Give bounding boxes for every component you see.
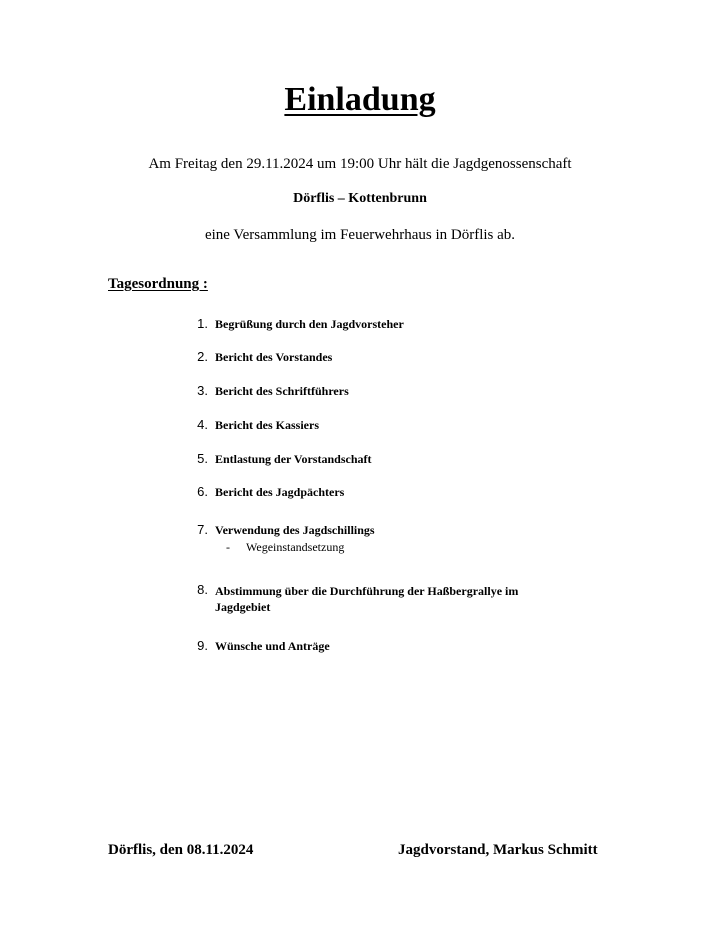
- agenda-subitem: [226, 539, 344, 555]
- place-date: Dörflis, den 08.11.2024: [108, 842, 254, 858]
- agenda-item-number: 6.: [197, 484, 208, 499]
- agenda-item-number: 3.: [197, 383, 208, 398]
- agenda-item-text: Bericht des Jagdpächters: [215, 485, 345, 499]
- signature: Jagdvorstand, Markus Schmitt: [398, 842, 598, 858]
- agenda-subitem-text: Wegeinstandsetzung: [246, 540, 345, 554]
- agenda-item-number: 7.: [197, 522, 208, 537]
- subitem-dash: -: [226, 540, 230, 554]
- agenda-item-text: Abstimmung über die Durchführung der Haßbergrallye im Jagdgebiet: [215, 584, 519, 614]
- agenda-item-number: 5.: [197, 451, 208, 466]
- agenda-item-number: 2.: [197, 349, 208, 364]
- agenda-heading: Tagesordnung :: [108, 276, 208, 292]
- agenda-item-number: 4.: [197, 417, 208, 432]
- agenda-item-number: 1.: [197, 316, 208, 331]
- agenda-item-number: 9.: [197, 638, 208, 653]
- agenda-item-text: Bericht des Schriftführers: [215, 384, 349, 398]
- agenda-item-text: Wünsche und Anträge: [215, 639, 330, 653]
- intro-line-association: Dörflis – Kottenbrunn: [293, 191, 427, 206]
- agenda-item-text: Verwendung des Jagdschillings: [215, 523, 375, 537]
- agenda-item-text: Begrüßung durch den Jagdvorsteher: [215, 317, 404, 331]
- agenda-item-text: Bericht des Kassiers: [215, 418, 319, 432]
- intro-line-date: Am Freitag den 29.11.2024 um 19:00 Uhr hält die Jagdgenossenschaft: [148, 156, 572, 172]
- document-title: Einladung: [284, 81, 436, 118]
- intro-line-location: eine Versammlung im Feuerwehrhaus in Dörflis ab.: [204, 227, 516, 243]
- agenda-item-text: Entlastung der Vorstandschaft: [215, 452, 372, 466]
- agenda-item-number: 8.: [197, 582, 208, 597]
- agenda-item-text: Bericht des Vorstandes: [215, 350, 333, 364]
